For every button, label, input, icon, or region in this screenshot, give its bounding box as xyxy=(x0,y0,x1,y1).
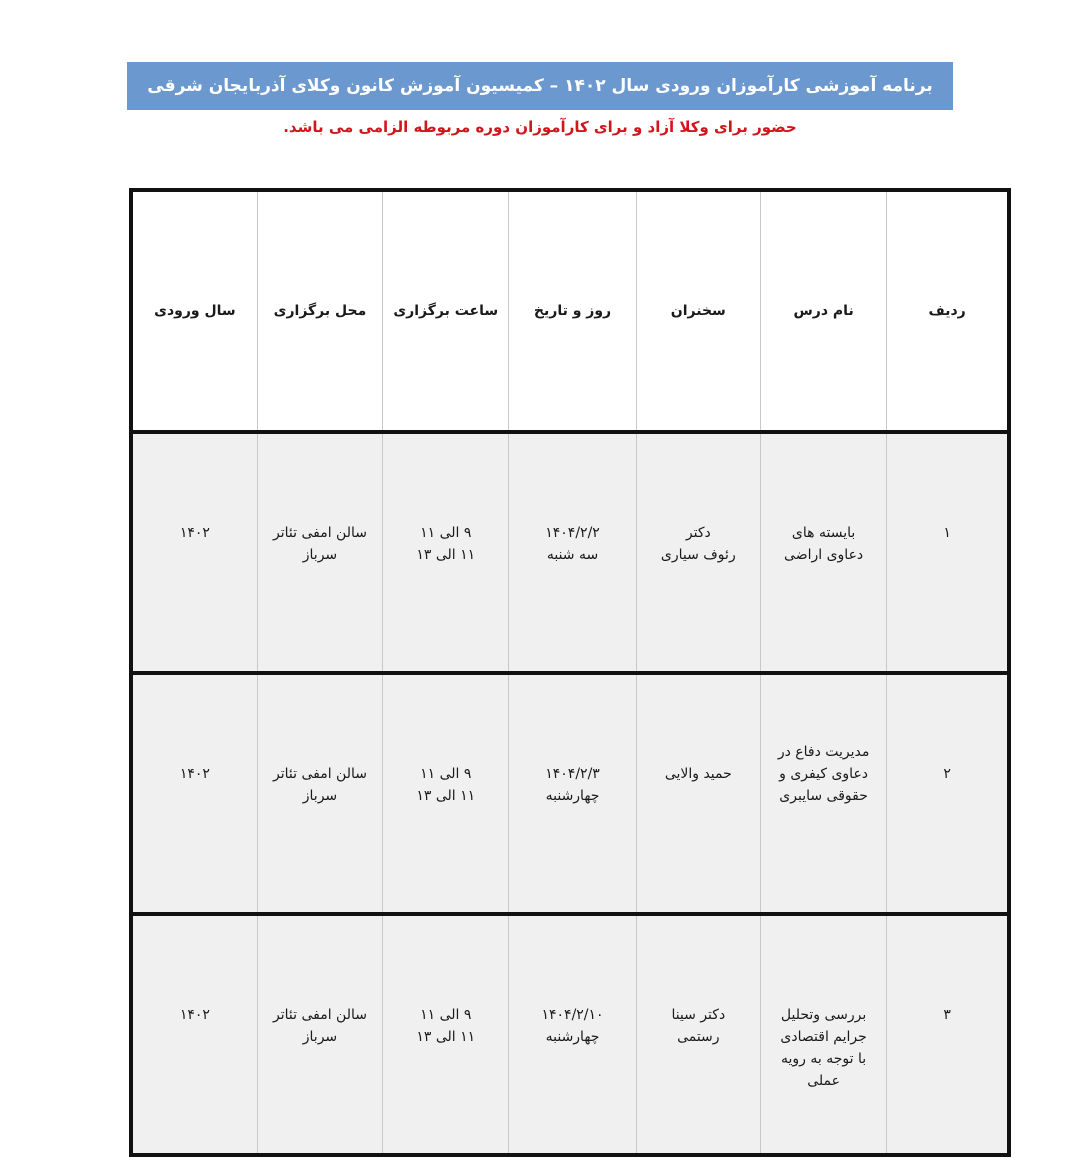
cell-venue xyxy=(257,432,382,673)
cell-line: سالن امفی تئاتر xyxy=(272,1007,367,1023)
cell-line: ۱۴۰۴/۲/۳ xyxy=(545,766,600,782)
cell-line: رئوف سیاری xyxy=(660,547,736,563)
cell-line: چهارشنبه xyxy=(545,1029,600,1045)
cell-line: حقوقی سایبری xyxy=(779,788,868,804)
schedule-table xyxy=(129,188,1011,1157)
cell-line: ۱۱ الی ۱۳ xyxy=(416,547,476,563)
title-banner xyxy=(127,62,953,110)
cell-line: با توجه به رویه xyxy=(781,1051,867,1067)
schedule-table-container xyxy=(127,186,1013,1176)
cell-venue xyxy=(257,673,382,914)
header-course-name: نام درس xyxy=(760,190,886,432)
cell-line: ۱۱ الی ۱۳ xyxy=(416,1029,476,1045)
header-speaker: سخنران xyxy=(636,190,760,432)
table-header xyxy=(131,190,1009,432)
cell-line: دعاوی اراضی xyxy=(784,547,864,563)
header-time: ساعت برگزاری xyxy=(383,190,509,432)
table-row xyxy=(131,914,1009,1155)
cell-course-name xyxy=(760,432,886,673)
cell-time xyxy=(383,914,509,1155)
cell-speaker xyxy=(636,914,760,1155)
cell-time xyxy=(383,673,509,914)
cell-time xyxy=(383,432,509,673)
cell-line: سه شنبه xyxy=(546,547,599,563)
cell-line: ۱۴۰۴/۲/۱۰ xyxy=(541,1007,604,1023)
cell-row-number: ۳ xyxy=(887,914,1009,1155)
cell-line: سرباز xyxy=(302,788,338,804)
cell-line: دکتر سینا xyxy=(671,1007,726,1023)
cell-entry-year: ۱۴۰۲ xyxy=(131,432,257,673)
header-row xyxy=(131,190,1009,432)
header-venue: محل برگزاری xyxy=(257,190,382,432)
cell-line: چهارشنبه xyxy=(545,788,600,804)
cell-line: سالن امفی تئاتر xyxy=(272,525,367,541)
cell-line: مدیریت دفاع در xyxy=(777,744,870,760)
cell-line: سالن امفی تئاتر xyxy=(272,766,367,782)
cell-line: دکتر xyxy=(685,525,711,541)
table-row xyxy=(131,673,1009,914)
cell-line: ۹ الی ۱۱ xyxy=(420,525,472,541)
cell-row-number: ۲ xyxy=(887,673,1009,914)
cell-day-date xyxy=(509,432,636,673)
cell-row-number: ۱ xyxy=(887,432,1009,673)
cell-venue xyxy=(257,914,382,1155)
cell-line: سرباز xyxy=(302,547,338,563)
cell-entry-year: ۱۴۰۲ xyxy=(131,673,257,914)
cell-line: بایسته های xyxy=(791,525,856,541)
header-day-date: روز و تاریخ xyxy=(509,190,636,432)
cell-line: عملی xyxy=(807,1073,840,1089)
cell-day-date xyxy=(509,673,636,914)
header-row-number: ردیف xyxy=(887,190,1009,432)
cell-day-date xyxy=(509,914,636,1155)
header-entry-year: سال ورودی xyxy=(131,190,257,432)
cell-speaker xyxy=(636,673,760,914)
cell-course-name xyxy=(760,673,886,914)
cell-line: رستمی xyxy=(677,1029,720,1045)
cell-line: بررسی وتحلیل xyxy=(780,1007,867,1023)
cell-course-name xyxy=(760,914,886,1155)
cell-line: ۹ الی ۱۱ xyxy=(420,766,472,782)
cell-line: ۱۴۰۴/۲/۲ xyxy=(545,525,600,541)
page-title: برنامه آموزشی کارآموزان ورودی سال ۱۴۰۲ – کمیسیون آموزش کانون وکلای آذربایجان شرقی xyxy=(147,76,933,96)
cell-line: ۱۱ الی ۱۳ xyxy=(416,788,476,804)
table-body xyxy=(131,432,1009,1155)
cell-line: جرایم اقتصادی xyxy=(780,1029,867,1045)
cell-line: حمید والایی xyxy=(664,766,732,782)
cell-entry-year: ۱۴۰۲ xyxy=(131,914,257,1155)
cell-line: دعاوی کیفری و xyxy=(779,766,869,782)
cell-line: سرباز xyxy=(302,1029,338,1045)
cell-line: ۹ الی ۱۱ xyxy=(420,1007,472,1023)
attendance-notice: حضور برای وکلا آزاد و برای کارآموزان دوره مربوطه الزامی می باشد. xyxy=(283,118,797,136)
table-row xyxy=(131,432,1009,673)
cell-speaker xyxy=(636,432,760,673)
